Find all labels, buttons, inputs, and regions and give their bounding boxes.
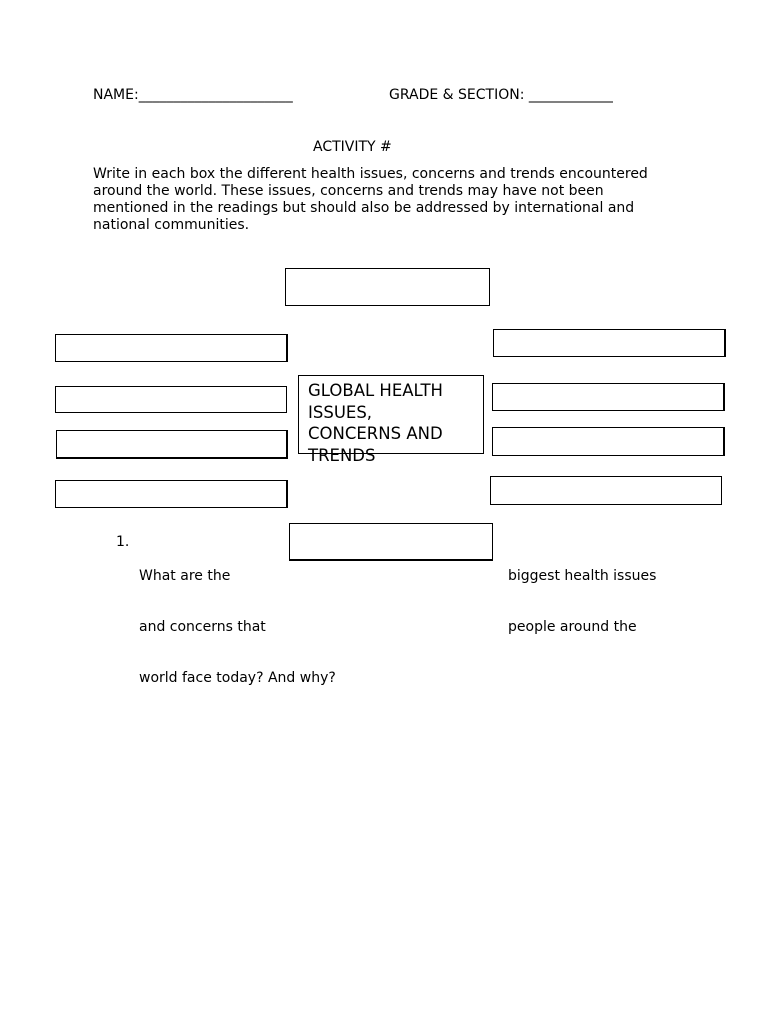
center-topic-text (308, 380, 478, 466)
instructions-line: national communities. (93, 217, 250, 233)
grade-section-field[interactable]: GRADE & SECTION: ____________ (389, 87, 613, 103)
answer-box-top[interactable] (285, 268, 490, 306)
answer-box-right-1[interactable] (493, 329, 726, 357)
activity-title: ACTIVITY # (313, 139, 392, 155)
question-number: 1. (116, 534, 130, 550)
answer-box-right-4[interactable] (490, 476, 722, 505)
question-text-left (139, 534, 336, 704)
answer-box-left-2[interactable] (55, 386, 287, 413)
center-topic-line: TRENDS (308, 445, 376, 465)
question-line: What are the (139, 568, 231, 584)
name-field[interactable]: NAME:______________________ (93, 87, 293, 103)
question-text-right (508, 534, 656, 653)
answer-box-left-4[interactable] (55, 480, 288, 508)
center-topic-line: ISSUES, (308, 402, 373, 422)
answer-box-right-2[interactable] (492, 383, 725, 411)
instructions (93, 166, 693, 234)
instructions-line: mentioned in the readings but should also be addressed by international and (93, 200, 635, 216)
center-topic-box (298, 375, 484, 465)
instructions-line: Write in each box the different health issues, concerns and trends encountered (93, 166, 648, 182)
answer-box-left-1[interactable] (55, 334, 288, 362)
center-topic-line: CONCERNS AND (308, 424, 443, 443)
question-line: people around the (508, 619, 637, 635)
question-line: world face today? And why? (139, 670, 336, 686)
question-line: biggest health issues (508, 568, 657, 584)
question-line: and concerns that (139, 619, 266, 635)
instructions-line: around the world. These issues, concerns and trends may have not been (93, 183, 604, 199)
center-topic-line: GLOBAL HEALTH (308, 381, 443, 400)
answer-box-left-3[interactable] (56, 430, 288, 459)
answer-box-right-3[interactable] (492, 427, 725, 456)
